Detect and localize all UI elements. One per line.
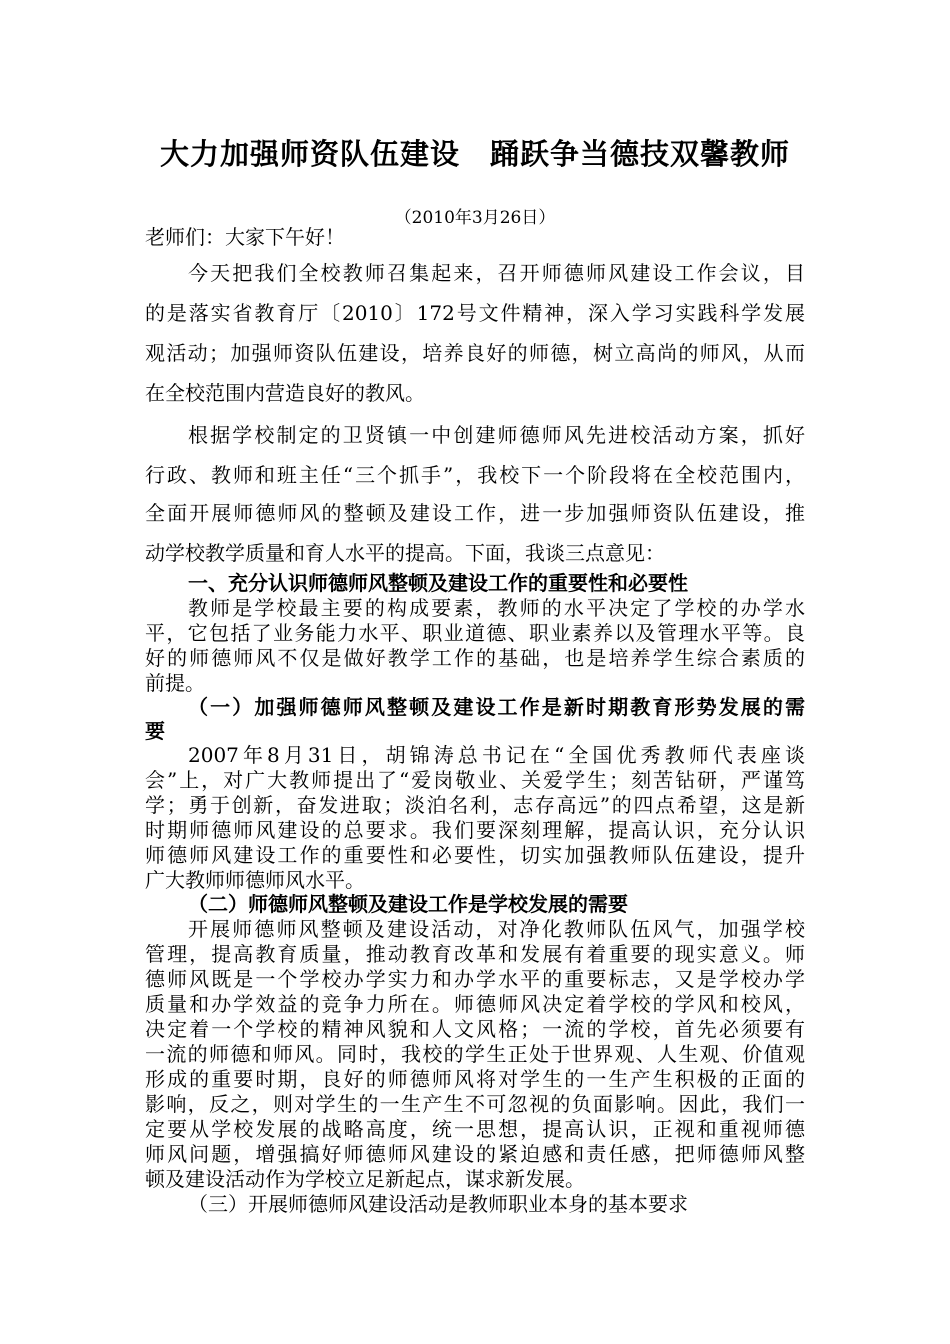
paragraph-line: 在全校范围内营造良好的教风。 xyxy=(145,381,425,405)
paragraph-line: 今天把我们全校教师召集起来，召开师德师风建设工作会议，目 xyxy=(188,261,805,285)
paragraph-line: 教师是学校最主要的构成要素，教师的水平决定了学校的办学水 xyxy=(188,596,805,620)
paragraph-line: 会”上，对广大教师提出了“爱岗敬业、关爱学生；刻苦钻研，严谨笃 xyxy=(145,768,805,792)
paragraph-line: 行政、教师和班主任“三个抓手”，我校下一个阶段将在全校范围内， xyxy=(145,463,805,487)
subsection-heading: （二）师德师风整顿及建设工作是学校发展的需要 xyxy=(188,892,628,916)
paragraph-line: 质量和办学效益的竞争力所在。师德师风决定着学校的学风和校风， xyxy=(145,992,805,1016)
paragraph-line: 顿及建设活动作为学校立足新起点，谋求新发展。 xyxy=(145,1167,585,1191)
section-heading: 一、充分认识师德师风整顿及建设工作的重要性和必要性 xyxy=(188,571,688,595)
paragraph-line: 一流的师德和师风。同时，我校的学生正处于世界观、人生观、价值观 xyxy=(145,1042,805,1066)
paragraph-line: 动学校教学质量和育人水平的提高。下面，我谈三点意见： xyxy=(145,541,665,565)
paragraph-line: 平，它包括了业务能力水平、职业道德、职业素养以及管理水平等。良 xyxy=(145,621,805,645)
paragraph-line: 广大教师师德师风水平。 xyxy=(145,868,365,892)
subsection-heading-continued: 要 xyxy=(145,719,165,743)
paragraph-line: 全面开展师德师风的整顿及建设工作，进一步加强师资队伍建设，推 xyxy=(145,501,805,525)
subsection-heading: （三）开展师德师风建设活动是教师职业本身的基本要求 xyxy=(188,1192,688,1216)
paragraph-line: 师德师风建设工作的重要性和必要性，切实加强教师队伍建设，提升 xyxy=(145,843,805,867)
paragraph-line: 2007年8月31日，胡锦涛总书记在“全国优秀教师代表座谈 xyxy=(188,743,805,767)
subsection-heading: （一）加强师德师风整顿及建设工作是新时期教育形势发展的需 xyxy=(188,695,805,719)
paragraph-line: 前提。 xyxy=(145,671,205,695)
paragraph-line: 好的师德师风不仅是做好教学工作的基础，也是培养学生综合素质的 xyxy=(145,646,805,670)
paragraph-line: 决定着一个学校的精神风貌和人文风格；一流的学校，首先必须要有 xyxy=(145,1017,805,1041)
paragraph-line: 开展师德师风整顿及建设活动，对净化教师队伍风气，加强学校 xyxy=(188,917,805,941)
paragraph-line: 师风问题，增强搞好师德师风建设的紧迫感和责任感，把师德师风整 xyxy=(145,1142,805,1166)
paragraph-line: 根据学校制定的卫贤镇一中创建师德师风先进校活动方案，抓好 xyxy=(188,423,805,447)
paragraph-line: 学；勇于创新，奋发进取；淡泊名利，志存高远”的四点希望，这是新 xyxy=(145,793,805,817)
paragraph-line: 影响，反之，则对学生的一生产生不可忽视的负面影响。因此，我们一 xyxy=(145,1092,805,1116)
paragraph-line: 的是落实省教育厅〔2010〕172号文件精神，深入学习实践科学发展 xyxy=(145,301,805,325)
paragraph-line: 德师风既是一个学校办学实力和办学水平的重要标志，又是学校办学 xyxy=(145,967,805,991)
document-date: （2010年3月26日） xyxy=(394,208,556,228)
paragraph-line: 形成的重要时期，良好的师德师风将对学生的一生产生积极的正面的 xyxy=(145,1067,805,1091)
paragraph-line: 时期师德师风建设的总要求。我们要深刻理解，提高认识，充分认识 xyxy=(145,818,805,842)
document-title: 大力加强师资队伍建设 踊跃争当德技双馨教师 xyxy=(159,137,790,171)
paragraph-line: 定要从学校发展的战略高度，统一思想，提高认识，正视和重视师德 xyxy=(145,1117,805,1141)
paragraph-line: 观活动；加强师资队伍建设，培养良好的师德，树立高尚的师风，从而 xyxy=(145,341,805,365)
paragraph-line: 管理，提高教育质量，推动教育改革和发展有着重要的现实意义。师 xyxy=(145,942,805,966)
greeting-line: 老师们：大家下午好！ xyxy=(145,225,345,249)
